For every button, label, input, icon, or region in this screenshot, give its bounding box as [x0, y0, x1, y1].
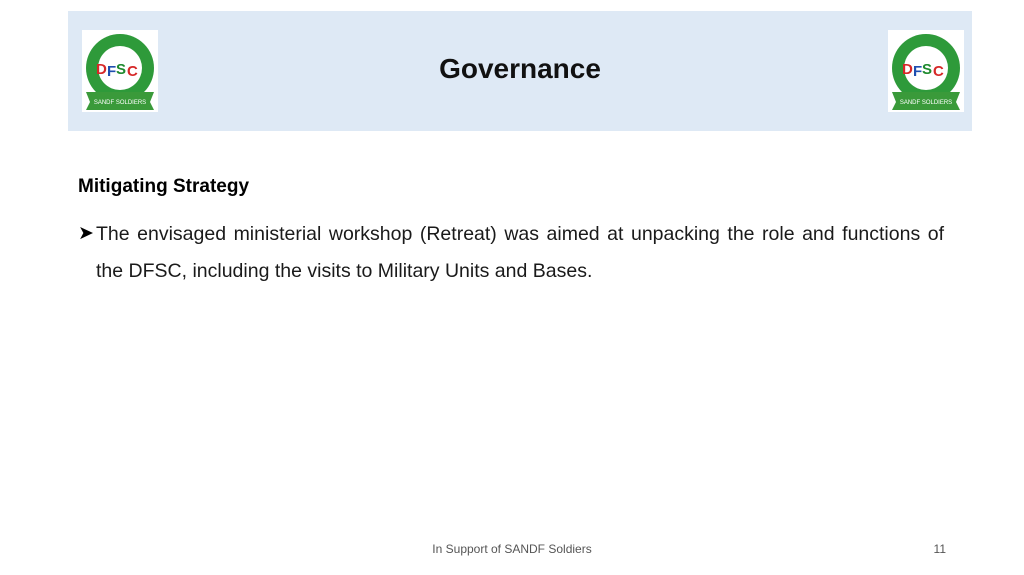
arrow-bullet-icon: ➤ [78, 223, 94, 244]
svg-text:SANDF SOLDIERS: SANDF SOLDIERS [899, 100, 953, 106]
svg-text:C: C [127, 63, 138, 80]
slide-title: Governance [439, 53, 601, 84]
svg-text:D: D [902, 61, 913, 78]
svg-text:SANDF SOLDIERS: SANDF SOLDIERS [93, 100, 147, 106]
bullet-text: The envisaged ministerial workshop (Retreat) was aimed at unpacking the role and functions of the DFSC, including the visits to Military Units and Bases. [96, 223, 944, 282]
svg-text:S: S [922, 61, 933, 78]
bullet-item [78, 220, 944, 290]
svg-text:F: F [913, 63, 923, 80]
svg-text:S: S [116, 61, 127, 78]
header-banner [68, 11, 972, 131]
svg-text:D: D [96, 61, 107, 78]
footer-text: In Support of SANDF Soldiers [432, 542, 592, 556]
section-subheading: Mitigating Strategy [78, 176, 250, 197]
svg-text:F: F [107, 63, 117, 80]
svg-text:C: C [933, 63, 944, 80]
page-number: 11 [933, 542, 946, 556]
dfsc-logo-right [888, 30, 964, 112]
